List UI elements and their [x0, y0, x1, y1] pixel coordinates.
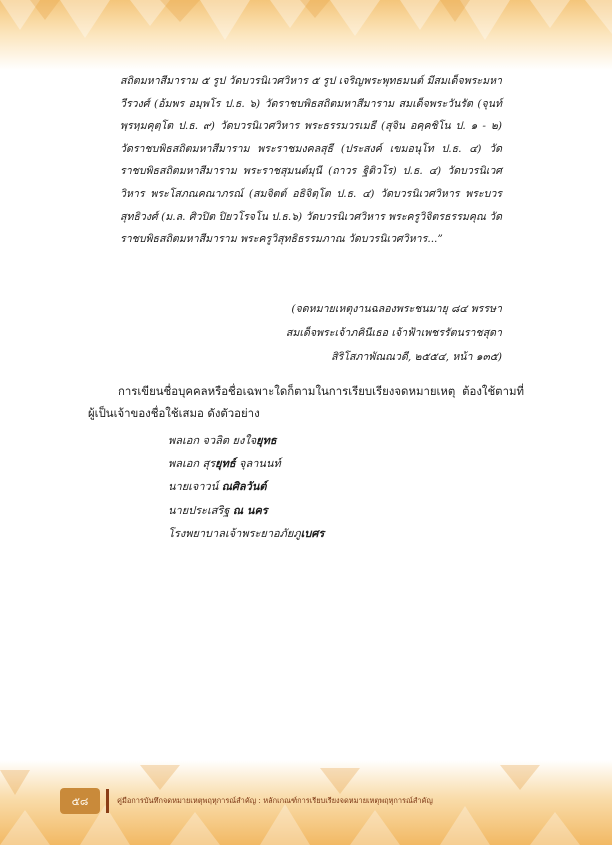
page-number: ๕๘	[60, 788, 100, 814]
quote-text: สถิตมหาสีมาราม ๕ รูป วัดบวรนิเวศวิหาร ๕ รูป เจริญพระพุทธมนต์ มีสมเด็จพระมหาวีรวงศ์ (อ้มพร อมฺพโร ป.ธ. ๖) วัดราชบพิธสถิตมหาสีมาราม สมเด็จพระวันรัต (จุนท์ พฺรหฺมคุตฺโต ป.ธ. ๙) วัดบวรนิเวศวิหาร พระธรรมวรเมธี (สุจิน อคฺคชิโน ป. ๑ - ๒) วัดราชบพิธสถิตมหาสีมาราม พระราชมงคลสุธี (ประสงค์ เขมอนุโท ป.ธ. ๔) วัดราชบพิธสถิตมหาสีมาราม พระราชสุมนต์มุนี (ถาวร ฐิติวโร) ป.ธ. ๔) วัดบวรนิเวศวิหาร พระโสภณคณาภรณ์ (สมจิตต์ อธิจิตฺโต ป.ธ. ๔) วัดบวรนิเวศวิหาร พระบวรสุทธิวงศ์ (ม.ล. ศิวปิต ปิยวโรจโน ป.ธ.๖) วัดบวรนิเวศวิหาร พระครูวิจิตรธรรมคุณ วัดราชบพิธสถิตมหาสีมาราม พระครูวิสุทธิธรรมภาณ วัดบวรนิเวศวิหาร...”	[120, 75, 502, 246]
citation-line-2: สมเด็จพระเจ้าภคินีเธอ เจ้าฟ้าเพชรรัตนราชสุดา	[285, 327, 502, 339]
citation-line-1: (จดหมายเหตุงานฉลองพระชนมายุ ๘๔ พรรษา	[291, 303, 502, 315]
running-footer-title: คู่มือการบันทึกจดหมายเหตุพฤหุการณ์สำคัญ : หลักเกณฑ์การเรียบเรียงจดหมายเหตุพฤหุการณ์สำคัญ	[117, 796, 433, 805]
example-item: พลเอก สุรยุทธ์ จุลานนท์	[168, 457, 281, 471]
body-paragraph: การเขียนชื่อบุคคลหรือชื่อเฉพาะใดก็ตามในการเรียบเรียงจดหมายเหตุ ต้องใช้ตามที่ผู้เป็นเจ้าของชื่อใช้เสมอ ดังตัวอย่าง	[88, 384, 524, 420]
citation-line-3: สิริโสภาพัณณวดี, ๒๕๕๔, หน้า ๑๓๕)	[331, 351, 502, 363]
citation-block	[240, 297, 502, 369]
quoted-passage	[120, 70, 502, 251]
example-item: โรงพยาบาลเจ้าพระยาอภัยภูเบศร	[168, 526, 325, 540]
example-item: นายประเสริฐ ณ นคร	[168, 503, 268, 517]
footer-divider	[106, 789, 109, 813]
example-item: นายเจาวน์ ณศิลวันต์	[168, 480, 267, 494]
example-list	[168, 429, 468, 545]
page-footer	[60, 786, 560, 816]
example-item: พลเอก จวลิต ยงใจยุทธ	[168, 434, 277, 447]
header-decoration	[0, 0, 612, 70]
